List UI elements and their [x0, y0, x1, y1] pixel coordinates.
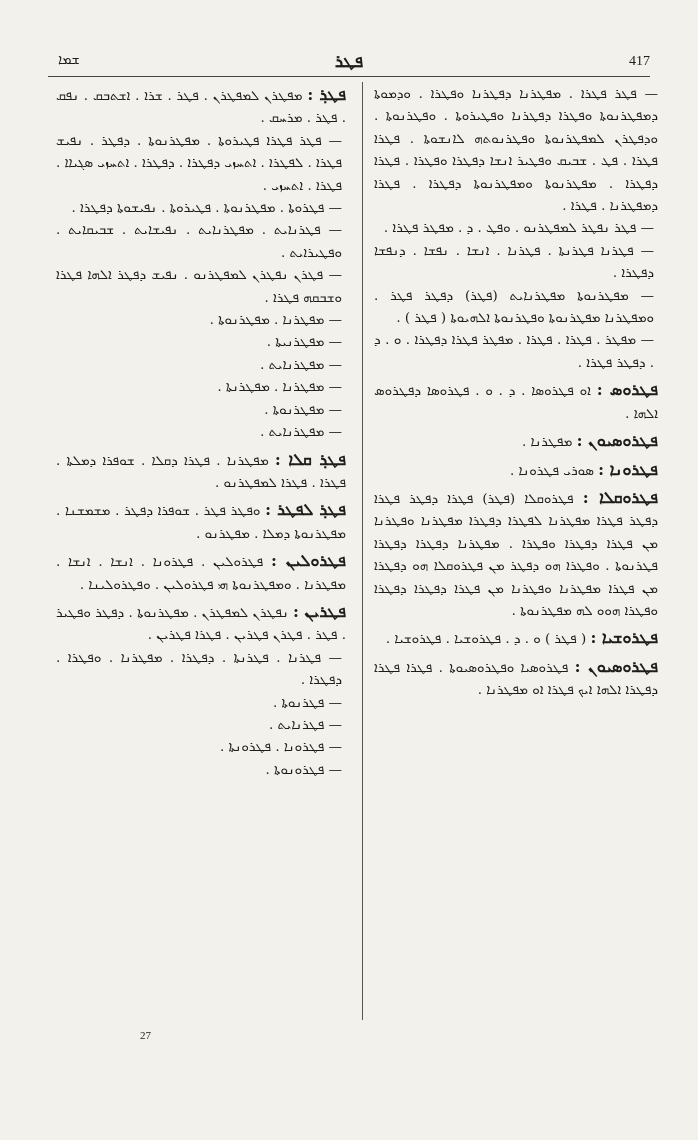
header-rule — [48, 76, 650, 77]
dictionary-entry — [56, 377, 346, 399]
dictionary-entry — [56, 355, 346, 377]
entry-text: ܦܛܪܘܣܝܐ ܘܦܛܪܘܣܝܘܬܐ . ܦܛܪܐ ܦܛܪܐ ܕܦܛܪܐ ܐܠܗܐ ܐܝܟ ܦܛܪܐ ܐܘ ܡܦܛܪܢܐ . — [374, 660, 658, 699]
entry-text: ܡܦܛܪܢܐ . — [522, 435, 577, 451]
dictionary-entry — [374, 627, 658, 651]
entry-headword: ܦܛܪܘܫܝܐ : — [590, 628, 658, 648]
dictionary-entry — [56, 601, 346, 648]
dictionary-entry — [374, 459, 658, 483]
entry-text: ( ܦܛܪ ) ܘ . ܕ . ܦܛܪܘܫܝܐ . ܦܛܪܘܫܝܐ . — [385, 632, 591, 648]
running-header — [48, 52, 650, 74]
dictionary-entry — [374, 84, 658, 218]
dictionary-entry — [374, 286, 658, 331]
entry-text: — ܦܛܪܢܐ . ܦܛܪܢܬܐ . ܕܦܛܪܐ . ܡܦܛܪܢܐ . ܘܦܛܪܐ . ܕܦܛܪܐ . — [56, 650, 342, 689]
entry-text: ܡܦܛܪܢ ܠܡܦܛܪܢ . ܦܛܪ . ܫܪܐ . ܐܫܬܒܩ . ܢܦܩ . ܦܛܪ . ܡܪܚܩ . — [56, 89, 346, 127]
entry-text: — ܡܦܛܪܢܐܝܬ . — [260, 425, 342, 441]
entry-text: — ܡܦܛܪ . ܦܛܪܐ . ܦܛܪܐ . ܡܦܛܪ ܦܛܪܐ ܕܦܛܪܐ . ܘ . ܕ . ܕܦܛܪ ܦܛܪܐ . — [374, 333, 654, 371]
entry-text: — ܡܦܛܪܢܐ . ܡܦܛܪܢܬܐ . — [217, 380, 342, 396]
dictionary-entry — [56, 265, 346, 310]
entry-text: — ܦܛܪܢܘܬܐ . — [273, 695, 342, 711]
entry-text: — ܦܛܪ ܢܦܛܪ ܠܡܦܛܪܢܘ . ܘܦܛ . ܕ . ܡܦܛܪ ܦܛܪܐ . — [383, 221, 654, 237]
entry-text: — ܦܛܪܢܐ ܦܛܪܢܬܐ . ܦܛܪܢܐ . ܐܢܫܐ . ܢܦܫܐ . ܕܢܦܫܐ ܕܦܛܪܐ . — [374, 243, 654, 282]
entry-text: — ܦܛܪ ܦܛܪܐ ܦܛܝܪܘܬܐ . ܡܦܛܪܢܘܬܐ . ܕܦܛܪ . ܢܦܝܫ ܦܛܪܐ . ܠܦܛܪܐ . ܐܬܚܙܝ ܕܦܛܪܐ . ܕܦܛܪܐ . ܐܬܚܙܝ ܣܓܝܐܐ . ܦܛܪܐ . ܐܬܚܙܝ . — [56, 133, 342, 194]
dictionary-entry — [56, 648, 346, 693]
dictionary-entry — [56, 693, 346, 715]
entry-text: — ܦܛܪܢܐܝܬ . — [268, 717, 342, 733]
entry-headword: ܦܛܪ݂ : — [307, 85, 346, 104]
dictionary-entry — [374, 430, 658, 454]
dictionary-entry — [56, 449, 346, 496]
dictionary-entry — [56, 84, 346, 131]
dictionary-entry — [56, 198, 346, 220]
dictionary-entry — [56, 332, 346, 354]
entry-headword: ܦܛܪܘܣܝܘܢ : — [576, 431, 658, 451]
entry-text: — ܡܦܛܪܢܘܬܐ . — [264, 402, 342, 418]
entry-headword: ܦܛܪ݂ ܩܠܐ : — [274, 449, 346, 469]
entry-headword: ܦܛܪܘܣܝܘܢ : — [574, 656, 658, 676]
entry-text: — ܦܛܪܘܬܐ . ܡܦܛܪܢܘܬܐ . ܦܛܝܪܘܬܐ . ܢܦܝܫܘܬܐ ܕܦܛܪܐ . — [71, 201, 342, 217]
dictionary-entry — [56, 131, 346, 198]
entry-text: — ܡܦܛܪܢܐܝܬ . — [260, 357, 342, 373]
dictionary-entry — [56, 760, 346, 782]
entry-headword: ܦܛܪܘܣ : — [596, 380, 658, 400]
entry-text: ܢܦܛܪܢ ܠܡܦܛܪܢ . ܡܦܛܪܢܘܬܐ . ܕܦܛܪ ܘܦܛܝܪ . ܦܛܪ . ܦܛܪܢ ܦܛܪܝܢ . ܦܛܪܐ ܦܛܪܝܢ . — [56, 605, 346, 644]
dictionary-entry — [56, 499, 346, 546]
dictionary-entry — [56, 550, 346, 597]
signature-mark: 27 — [140, 1030, 151, 1042]
dictionary-entry — [56, 220, 346, 265]
entry-headword: ܦܛܪܘܩܠܐ : — [582, 487, 658, 507]
dictionary-entry — [374, 241, 658, 286]
dictionary-entry — [56, 310, 346, 332]
dictionary-entry — [374, 218, 658, 240]
entry-text: — ܡܦܛܪܢܝܬܐ . — [266, 335, 342, 351]
dictionary-entry — [56, 400, 346, 422]
entry-text: ܘܦܛܪ ܦܛܪ . ܫܘܦܪܐ ܕܦܛܪ . ܡܫܡܫܢܐ . ܡܦܛܪܢܘܬܐ ܕܡܠܐ . ܡܦܛܪܢܘ . — [56, 504, 346, 542]
left-column — [56, 84, 346, 1014]
right-column — [374, 84, 658, 1014]
dictionary-entry — [374, 379, 658, 426]
entry-headword: ܦܛܪ݂ ܠܦܛܪ : — [265, 500, 346, 520]
dictionary-entry — [374, 656, 658, 703]
entry-text: — ܡܦܛܪܢܐ . ܡܦܛܪܢܘܬܐ . — [209, 313, 342, 329]
entry-text: — ܦܛܪܢܐܝܬ . ܡܦܛܪܢܐܝܬ . ܢܦܝܫܐܝܬ . ܫܒܝܩܐܝܬ . ܘܦܛܝܪܐܝܬ . — [56, 223, 342, 261]
entry-text: ܐܘ ܦܛܪܘܣܐ . ܕ . ܘ . ܦܛܪܘܣܐ ܕܦܛܪܘܣ ܐܠܗܐ . — [374, 384, 658, 422]
entry-text: — ܦܛܪ ܦܛܪܐ . ܡܦܛܪܢܐ ܕܦܛܪܢܐ ܘܦܛܪܐ . ܘܕܡܘܬܐ ܕܡܦܛܪܢܘܬܐ ܘܦܛܪܐ ܕܦܛܪܢܐ ܘܦܛܝܪܘܬܐ . ܘܦܛܪܢܘܬܐ . ܘܕܦܛܪܢ ܠܡܦܛܪܢܘܬܐ ܘܦܛܪܢܘܬܗ ܠܐܢܫܘܬܐ . ܦܛܪܐ ܦܛܪܐ . ܦܛ . ܫܒܝܩ ܘܦܛܝܪ ܐܢܫܐ ܕܦܛܪܐ ܘܦܛܪܐ . ܦܛܪܐ ܕܦܛܪܐ . ܡܦܛܪܢܘܬܐ ܘܡܦܛܪܢܘܬܐ ܕܦܛܪܐ . ܦܛܪܐ ܕܡܦܛܪܢܐ . ܦܛܪܐ . — [374, 87, 658, 215]
dictionary-entry — [56, 737, 346, 759]
entry-text: — ܦܛܪܘܢܘܬܐ . — [265, 762, 342, 778]
entry-text: ܦܛܪܘܩܠܐ (ܦܛܪ) ܦܛܪܐ ܕܦܛܪ ܦܛܪܐ ܕܦܛܪ ܦܛܪܐ ܡܦܛܪܢܐ ܠܦܛܪܐ ܕܦܛܪܐ ܡܦܛܪܢܐ ܘܦܛܪܢܐ ܡܢ ܦܛܪܐ ܕܦܛܪܐ ܘܦܛܪܐ . ܡܦܛܪܢܐ ܕܦܛܪܐ ܕܦܛܪܐ ܦܛܪܢܘܬܐ . ܘܦܛܪܐ ܗܘ ܕܦܛܪ ܡܢ ܦܛܪܘܩܠܐ ܗܘ ܕܦܛܪܐ ܡܢ ܦܛܪܐ ܡܦܛܪܢܐ ܘܦܛܪܢܐ ܡܢ ܦܛܪܐ ܕܦܛܪܐ ܕܦܛܪܐ ܘܦܛܪܐ ܗܘܘ ܠܗ ܡܦܛܪܢܘܬܐ . — [374, 491, 658, 619]
folio-number-syriac: ܫܡܐ — [58, 52, 80, 68]
entry-text: — ܡܦܛܪܢܘܬܐ ܡܦܛܪܢܐܝܬ (ܦܛܪ) ܕܦܛܪ ܦܛܪ . ܘܡܦܛܪܢܐ ܡܦܛܪܢܘܬܐ ܘܦܛܪܢܘܬܐ ܐܠܗܝܘܬܐ ( ܦܛܪ ) . — [374, 288, 654, 327]
dictionary-entry — [56, 422, 346, 444]
running-headword: ܦܛܪ — [334, 52, 364, 72]
entry-headword: ܦܛܪܘܢܐ : — [598, 459, 658, 479]
dictionary-entry — [56, 715, 346, 737]
entry-text: ܣܘܪܝ ܦܛܪܘܢܐ . — [510, 463, 599, 479]
entry-text: — ܦܛܪܢ ܢܦܛܪܢ ܠܡܦܛܪܢܘ . ܢܦܝܫ ܕܦܛܪ ܐܠܗܐ ܦܛܪܐ ܘܫܒܩܗ ܦܛܪܐ . — [56, 268, 342, 306]
dictionary-entry — [374, 487, 658, 623]
entry-text: — ܦܛܪܘܢܐ . ܦܛܪܘܢܬܐ . — [220, 740, 342, 756]
entry-headword: ܦܛܪܝܢ : — [293, 601, 346, 621]
page-number: 417 — [629, 54, 650, 69]
column-divider — [362, 82, 363, 1020]
entry-text: ܦܛܪܘܠܝܢ . ܦܛܪܘܢܐ . ܐܢܫܐ . ܐܢܫܐ . ܡܦܛܪܢܐ . ܘܡܦܛܪܢܘܬܐ ܗܝ ܦܛܪܘܠܝܢ . ܘܦܛܪܘܠܝܢܐ . — [56, 555, 346, 593]
entry-headword: ܦܛܪܘܠܝܢ : — [271, 551, 346, 571]
dictionary-entry — [374, 330, 658, 375]
entry-text: ܡܦܛܪܢܐ . ܦܛܪܐ ܕܩܠܐ . ܫܘܦܪܐ ܕܡܠܬܐ . ܦܛܪܐ . ܦܛܪܐ ܠܡܦܛܪܢܘ . — [56, 453, 346, 491]
